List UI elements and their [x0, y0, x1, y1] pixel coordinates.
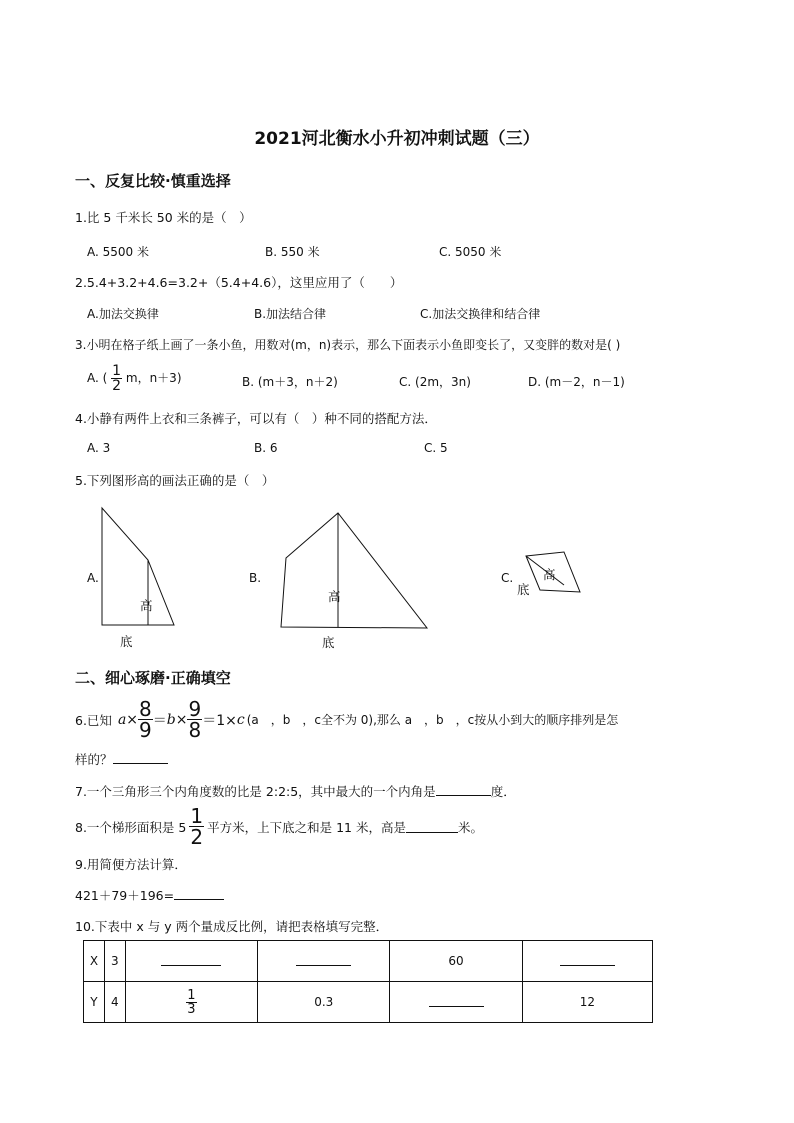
q4-option-a[interactable]: A. 3	[87, 441, 111, 455]
height-label: 高	[543, 567, 556, 582]
question-1: 1.比 5 千米长 50 米的是（ ）	[75, 210, 252, 225]
times-sign: ×	[175, 711, 188, 728]
fraction-denominator: 2	[190, 825, 204, 849]
table-cell-blank[interactable]	[125, 941, 257, 982]
question-3: 3.小明在格子纸上画了一条小鱼，用数对(m，n)表示，那么下面表示小鱼即变长了，又变胖的数对是( )	[75, 338, 621, 352]
table-row	[84, 982, 653, 1023]
q5-figure-b	[278, 508, 433, 653]
section-2-heading: 二、细心琢磨·正确填空	[75, 669, 231, 687]
fraction-denominator: 3	[187, 1001, 196, 1017]
base-label: 底	[120, 634, 133, 649]
trapezoid-shape	[102, 508, 174, 625]
height-label: 高	[140, 598, 153, 613]
q2-option-b[interactable]: B.加法结合律	[254, 307, 327, 321]
equals-sign: ＝	[152, 712, 167, 729]
q8-suffix: 米。	[457, 819, 483, 835]
q1-option-a[interactable]: A. 5500 米	[87, 245, 149, 259]
q8-answer-blank[interactable]	[406, 820, 458, 833]
q6-answer-blank[interactable]	[113, 751, 168, 764]
height-label: 高	[328, 589, 341, 604]
answer-blank[interactable]	[161, 953, 221, 966]
answer-blank[interactable]	[296, 953, 351, 966]
q6-fraction-1	[138, 699, 153, 740]
q8-fraction	[189, 806, 204, 847]
base-label: 底	[517, 582, 530, 597]
q7-text: 7.一个三角形三个内角度数的比是 2:2:5，其中最大的一个内角是	[75, 784, 436, 799]
q8-middle: 平方米，上下底之和是 11 米，高是	[207, 819, 406, 835]
q3-option-b[interactable]: B. (m＋3，n＋2)	[242, 375, 338, 389]
fraction-denominator: 9	[139, 718, 152, 742]
q3-option-a-suffix: m，n＋3)	[125, 371, 182, 385]
question-7	[75, 782, 516, 800]
table-cell-fraction	[125, 982, 257, 1023]
table-cell: 0.3	[258, 982, 390, 1023]
base-label: 底	[322, 635, 335, 650]
table-cell-blank[interactable]	[390, 982, 522, 1023]
q6-prefix: 6.已知	[75, 712, 112, 728]
q3-option-d[interactable]: D. (m－2，n－1)	[528, 375, 625, 389]
fraction-numerator: 1	[190, 804, 204, 828]
q5-option-b-label[interactable]: B.	[249, 571, 262, 585]
q3-option-a-prefix: A. (	[87, 371, 108, 385]
question-8	[75, 806, 483, 847]
question-5: 5.下列图形高的画法正确的是（ ）	[75, 473, 275, 488]
q3-option-a-fraction	[111, 364, 122, 393]
q7-suffix: 度．	[490, 784, 516, 799]
cell-fraction	[186, 989, 196, 1016]
equals-one-times: ＝1×	[202, 712, 237, 729]
table-cell: 4	[104, 982, 125, 1023]
question-4: 4.小静有两件上衣和三条裤子，可以有（ ）种不同的搭配方法．	[75, 411, 437, 426]
table-cell: 60	[390, 941, 522, 982]
q2-option-a[interactable]: A.加法交换律	[87, 307, 159, 321]
q4-option-b[interactable]: B. 6	[254, 441, 278, 455]
q6-fraction-2	[187, 699, 202, 740]
fraction-numerator: 1	[187, 987, 196, 1003]
fraction-numerator: 9	[188, 697, 202, 721]
q9-answer-blank[interactable]	[174, 887, 224, 900]
q3-option-a[interactable]	[87, 364, 182, 393]
q5-option-c-label[interactable]: C.	[501, 571, 514, 585]
table-cell: 3	[104, 941, 125, 982]
var-b: b	[166, 711, 176, 728]
var-c: c	[236, 711, 245, 728]
table-cell-blank[interactable]	[522, 941, 652, 982]
q2-option-c[interactable]: C.加法交换律和结合律	[420, 307, 541, 321]
table-row	[84, 941, 653, 982]
q3-option-c[interactable]: C. (2m，3n)	[399, 375, 471, 389]
question-6-line-2	[75, 750, 168, 768]
q7-answer-blank[interactable]	[436, 783, 491, 796]
q6-line2: 样的？	[75, 752, 113, 767]
row-head-y: Y	[84, 982, 105, 1023]
row-head-x: X	[84, 941, 105, 982]
question-6	[75, 699, 618, 740]
question-9: 9.用简便方法计算．	[75, 857, 187, 872]
answer-blank[interactable]	[560, 953, 615, 966]
table-cell: 12	[522, 982, 652, 1023]
times-sign: ×	[126, 711, 139, 728]
table-cell-blank[interactable]	[258, 941, 390, 982]
q5-option-a-label[interactable]: A.	[87, 571, 99, 585]
page-title: 2021河北衡水小升初冲刺试题（三）	[254, 129, 540, 149]
fraction-denominator: 2	[112, 378, 122, 394]
fraction-numerator: 8	[139, 697, 152, 721]
q1-option-c[interactable]: C. 5050 米	[439, 245, 502, 259]
q9-expr: 421＋79＋196=	[75, 888, 175, 903]
quadrilateral-shape	[281, 513, 427, 628]
section-1-heading: 一、反复比较·慎重选择	[75, 172, 231, 190]
q4-option-c[interactable]: C. 5	[424, 441, 448, 455]
q5-figure-a	[95, 503, 185, 653]
q5-figure-c	[513, 548, 588, 603]
q10-table	[83, 940, 653, 1023]
question-2: 2.5.4+3.2+4.6=3.2+（5.4+4.6），这里应用了（ ）	[75, 275, 403, 290]
fraction-denominator: 8	[188, 718, 202, 742]
fraction-numerator: 1	[112, 363, 122, 379]
answer-blank[interactable]	[429, 994, 484, 1007]
question-9-expression	[75, 886, 224, 904]
q1-option-b[interactable]: B. 550 米	[265, 245, 320, 259]
question-10: 10.下表中 x 与 y 两个量成反比例，请把表格填写完整．	[75, 919, 389, 934]
q6-condition: (a ，b ，c全不为 0),那么 a ，b ，c按从小到大的顺序排列是怎	[246, 713, 619, 727]
q8-prefix: 8.一个梯形面积是 5	[75, 819, 187, 835]
var-a: a	[117, 711, 127, 728]
